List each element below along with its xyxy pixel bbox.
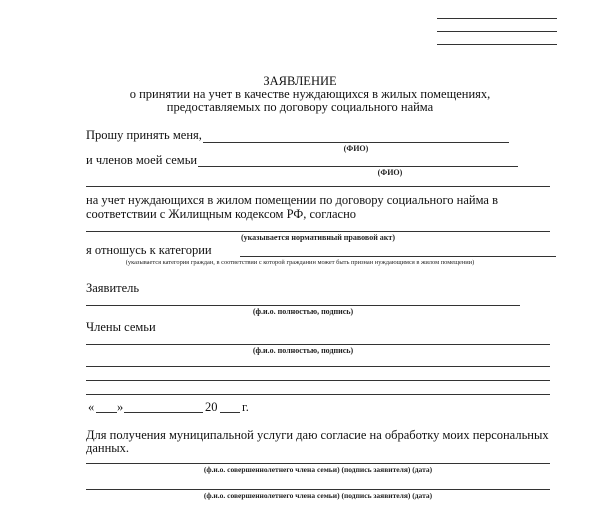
family-names-field-2[interactable] xyxy=(86,186,550,187)
applicant-name-field[interactable] xyxy=(203,142,509,143)
family-member-field-2[interactable] xyxy=(86,366,550,367)
date-day-field[interactable] xyxy=(96,412,117,413)
document-subtitle-line-2: предоставляемых по договору социального найма xyxy=(166,100,434,114)
header-line-2 xyxy=(437,31,557,32)
family-member-field-3[interactable] xyxy=(86,380,550,381)
family-member-field-1[interactable] xyxy=(86,344,550,345)
legal-act-field[interactable] xyxy=(86,231,550,232)
header-line-1 xyxy=(437,18,557,19)
applicant-label: Заявитель xyxy=(86,281,140,295)
date-quote-open: « xyxy=(88,400,95,414)
consent-text-line-2: данных. xyxy=(86,441,130,455)
category-field[interactable] xyxy=(240,256,556,257)
caption-adult-member-2: (ф.и.о. совершеннолетнего члена семьи) (подпись заявителя) (дата) xyxy=(203,491,433,500)
caption-legal-act: (указывается нормативный правовой акт) xyxy=(240,233,396,242)
caption-category: (указывается категория граждан, в соответствии с которой гражданин может быть признан нуждающимся в жилом помещении) xyxy=(125,259,475,266)
family-members-label: Члены семьи xyxy=(86,320,156,334)
caption-fio-family: (ФИО) xyxy=(377,168,403,177)
category-label: я отношусь к категории xyxy=(86,243,212,257)
consent-text-line-1: Для получения муниципальной услуги даю согласие на обработку моих персональных xyxy=(86,428,549,442)
date-year-prefix: 20 xyxy=(205,400,218,414)
family-names-field[interactable] xyxy=(198,166,518,167)
date-month-field[interactable] xyxy=(124,412,203,413)
header-line-3 xyxy=(437,44,557,45)
basis-text-line-2: соответствии с Жилищным кодексом РФ, согласно xyxy=(86,207,357,221)
request-label: Прошу принять меня, xyxy=(86,128,202,142)
date-quote-close: » xyxy=(117,400,124,414)
consent-signature-field-1[interactable] xyxy=(86,463,550,464)
caption-fio-applicant: (ФИО) xyxy=(343,144,369,153)
applicant-signature-field[interactable] xyxy=(86,305,520,306)
caption-family-signature: (ф.и.о. полностью, подпись) xyxy=(252,346,354,355)
caption-applicant-signature: (ф.и.о. полностью, подпись) xyxy=(252,307,354,316)
family-label: и членов моей семьи xyxy=(86,153,198,167)
family-member-field-4[interactable] xyxy=(86,394,550,395)
date-year-suffix: г. xyxy=(242,400,249,414)
document-title: ЗАЯВЛЕНИЕ xyxy=(263,74,337,88)
basis-text-line-1: на учет нуждающихся в жилом помещении по договору социального найма в xyxy=(86,193,498,207)
caption-adult-member-1: (ф.и.о. совершеннолетнего члена семьи) (подпись заявителя) (дата) xyxy=(203,465,433,474)
document-subtitle-line-1: о принятии на учет в качестве нуждающихся в жилых помещениях, xyxy=(129,87,491,101)
consent-signature-field-2[interactable] xyxy=(86,489,550,490)
date-year-field[interactable] xyxy=(220,412,240,413)
